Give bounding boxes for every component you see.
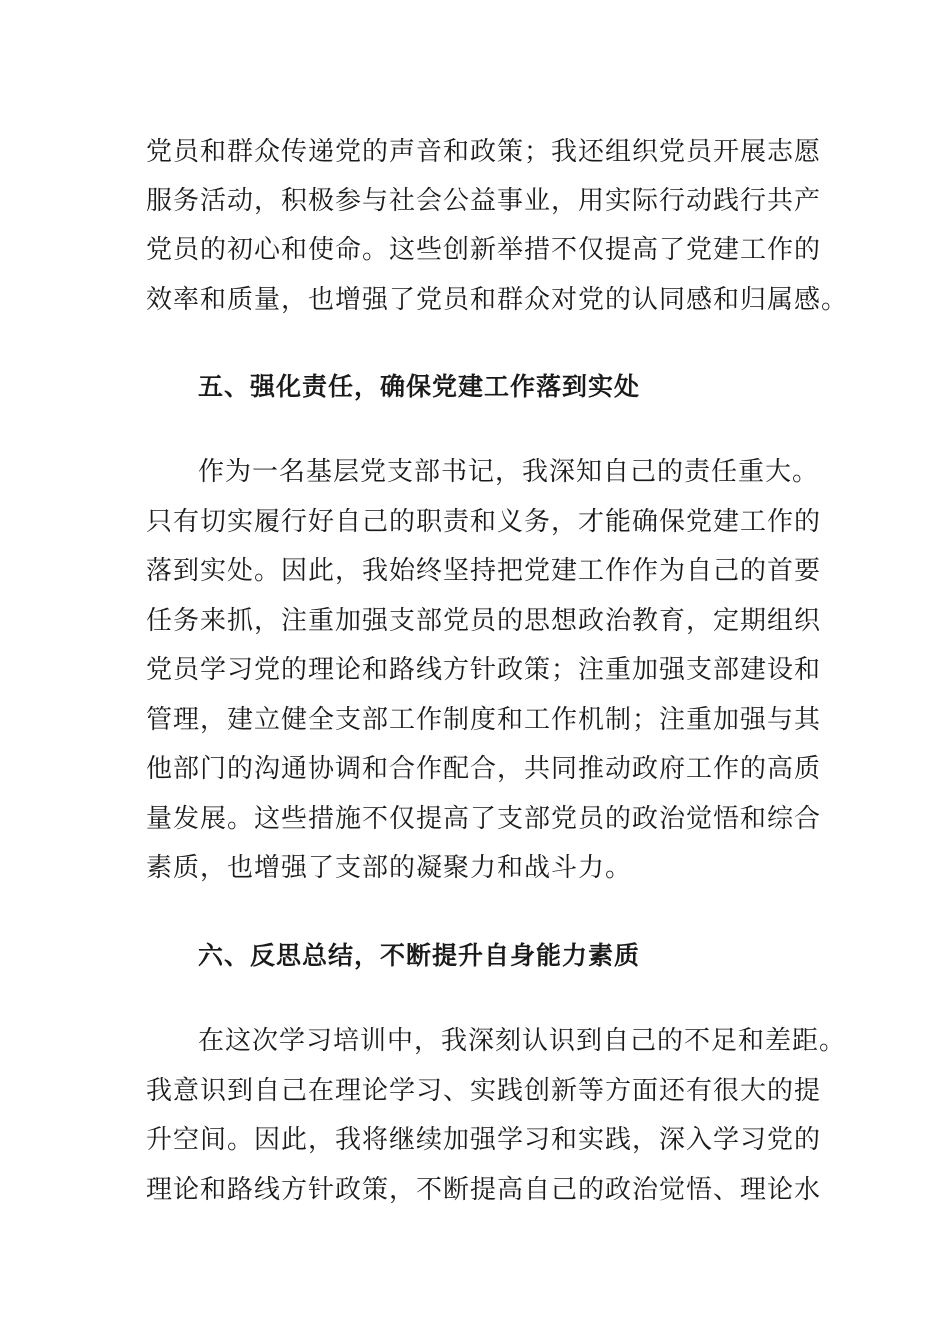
paragraph-line: 素质，也增强了支部的凝聚力和战斗力。 — [146, 853, 633, 883]
paragraph-line: 管理，建立健全支部工作制度和工作机制；注重加强与其 — [146, 705, 822, 735]
section-heading-6: 六、反思总结，不断提升自身能力素质 — [198, 941, 641, 970]
paragraph-line: 我意识到自己在理论学习、实践创新等方面还有很大的提 — [146, 1076, 822, 1106]
paragraph-line: 理论和路线方针政策，不断提高自己的政治觉悟、理论水 — [146, 1175, 822, 1205]
paragraph-line: 党员的初心和使命。这些创新举措不仅提高了党建工作的 — [146, 235, 822, 265]
paragraph-line: 落到实处。因此，我始终坚持把党建工作作为自己的首要 — [146, 556, 822, 586]
paragraph-line: 服务活动，积极参与社会公益事业，用实际行动践行共产 — [146, 186, 822, 216]
paragraph-line: 党员和群众传递党的声音和政策；我还组织党员开展志愿 — [146, 137, 822, 167]
section-heading-5: 五、强化责任，确保党建工作落到实处 — [198, 372, 641, 401]
paragraph-line: 作为一名基层党支部书记，我深知自己的责任重大。 — [198, 457, 820, 487]
paragraph-line: 在这次学习培训中，我深刻认识到自己的不足和差距。 — [198, 1026, 847, 1056]
paragraph-line: 量发展。这些措施不仅提高了支部党员的政治觉悟和综合 — [146, 804, 822, 834]
paragraph-line: 升空间。因此，我将继续加强学习和实践，深入学习党的 — [146, 1125, 822, 1155]
paragraph-line: 他部门的沟通协调和合作配合，共同推动政府工作的高质 — [146, 754, 822, 784]
paragraph-line: 只有切实履行好自己的职责和义务，才能确保党建工作的 — [146, 507, 822, 537]
paragraph-line: 任务来抓，注重加强支部党员的思想政治教育，定期组织 — [146, 606, 822, 636]
paragraph-line: 效率和质量，也增强了党员和群众对党的认同感和归属感。 — [146, 285, 849, 315]
paragraph-line: 党员学习党的理论和路线方针政策；注重加强支部建设和 — [146, 655, 822, 685]
